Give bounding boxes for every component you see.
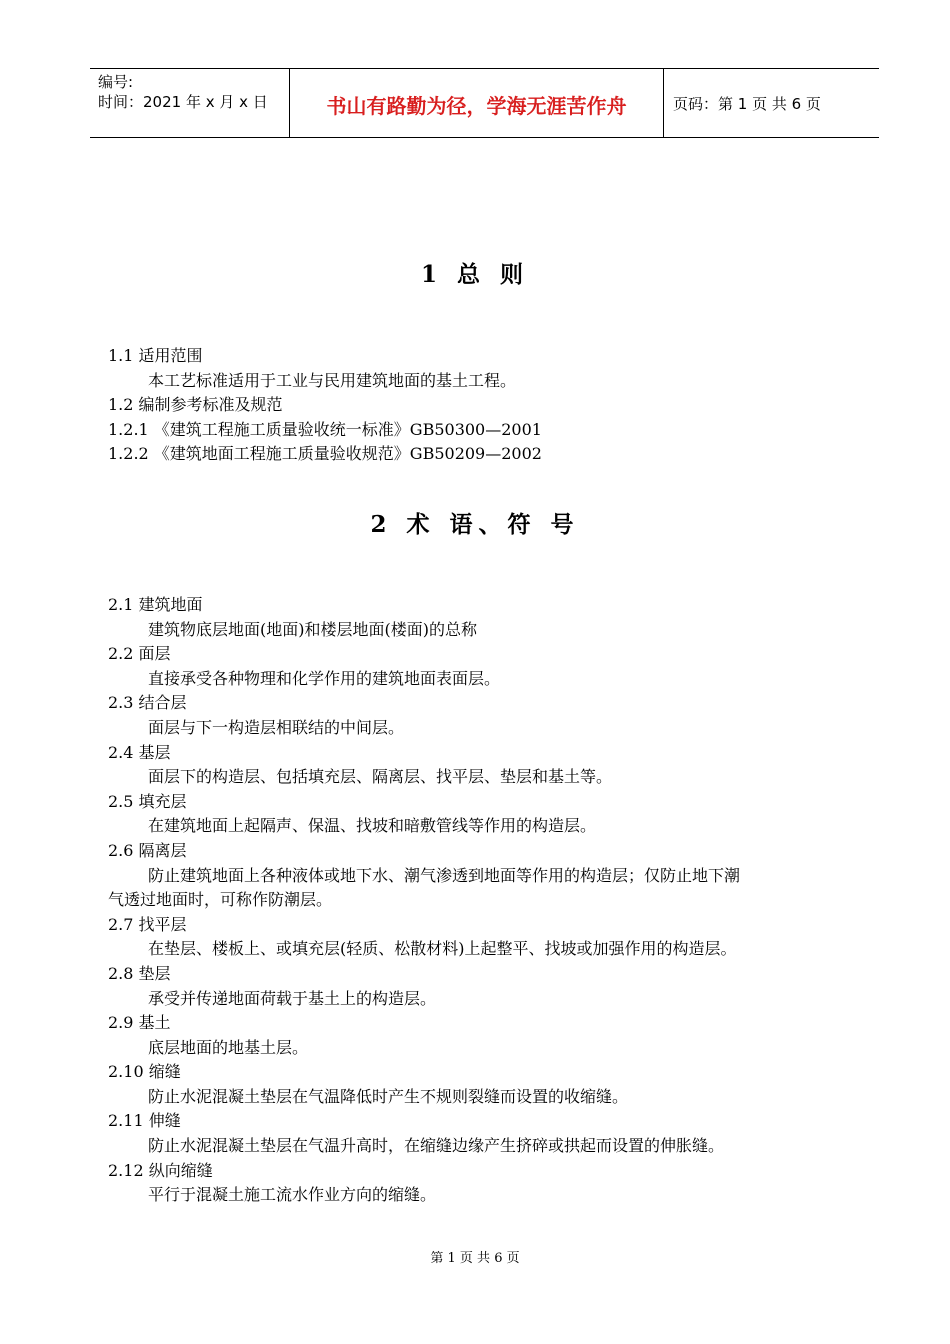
body-paragraph: 直接承受各种物理和化学作用的建筑地面表面层。 (148, 668, 501, 688)
section-2-body (108, 593, 868, 1208)
body-paragraph: 平行于混凝土施工流水作业方向的缩缝。 (148, 1185, 437, 1205)
clause-heading: 气透过地面时，可称作防潮层。 (108, 890, 333, 910)
body-paragraph: 底层地面的地基土层。 (148, 1037, 309, 1057)
document-time-label: 时间：2021 年 x 月 x 日 (98, 93, 268, 111)
clause-heading: 2.7 找平层 (108, 914, 187, 934)
header-motto-cell (290, 69, 664, 137)
clause-heading: 2.4 基层 (108, 742, 171, 762)
body-paragraph: 在建筑地面上起隔声、保温、找坡和暗敷管线等作用的构造层。 (148, 816, 597, 836)
clause-heading: 1.2 编制参考标准及规范 (108, 395, 283, 415)
page-header (90, 68, 879, 138)
header-info-cell (90, 69, 290, 137)
section-1-title: 1 总 则 (420, 261, 530, 288)
body-paragraph: 面层与下一构造层相联结的中间层。 (148, 717, 405, 737)
clause-heading: 2.5 填充层 (108, 791, 187, 811)
body-paragraph: 防止建筑地面上各种液体或地下水、潮气渗透到地面等作用的构造层；仅防止地下潮 (148, 865, 741, 885)
body-paragraph: 在垫层、楼板上、或填充层(轻质、松散材料)上起整平、找坡或加强作用的构造层。 (148, 939, 737, 959)
clause-heading: 2.2 面层 (108, 644, 171, 664)
clause-heading: 2.6 隔离层 (108, 840, 187, 860)
clause-heading: 2.1 建筑地面 (108, 595, 203, 614)
body-paragraph: 面层下的构造层、包括填充层、隔离层、找平层、垫层和基土等。 (148, 767, 613, 787)
body-paragraph: 承受并传递地面荷载于基土上的构造层。 (148, 988, 437, 1008)
clause-heading: 1.2.1 《建筑工程施工质量验收统一标准》GB50300—2001 (108, 419, 542, 439)
clause-heading: 1.1 适用范围 (108, 346, 203, 365)
body-paragraph: 本工艺标准适用于工业与民用建筑地面的基土工程。 (148, 370, 517, 390)
clause-heading: 2.11 伸缝 (108, 1111, 181, 1131)
header-page-label: 页码：第 1 页 共 6 页 (673, 94, 821, 113)
clause-heading: 2.8 垫层 (108, 963, 171, 983)
clause-heading: 2.3 结合层 (108, 693, 187, 713)
clause-heading: 2.10 缩缝 (108, 1062, 181, 1082)
body-paragraph: 防止水泥混凝土垫层在气温升高时，在缩缝边缘产生挤碎或拱起而设置的伸胀缝。 (148, 1136, 725, 1156)
page-footer: 第 1 页 共 6 页 (430, 1251, 520, 1266)
section-1-body (108, 344, 868, 467)
clause-heading: 1.2.2 《建筑地面工程施工质量验收规范》GB50209—2002 (108, 444, 542, 464)
clause-heading: 2.12 纵向缩缝 (108, 1160, 213, 1180)
header-motto: 书山有路勤为径，学海无涯苦作舟 (326, 93, 627, 118)
clause-heading: 2.9 基土 (108, 1013, 171, 1033)
document-number-label: 编号: (98, 73, 134, 91)
body-paragraph: 建筑物底层地面(地面)和楼层地面(楼面)的总称 (148, 619, 477, 639)
body-paragraph: 防止水泥混凝土垫层在气温降低时产生不规则裂缝而设置的收缩缝。 (148, 1086, 629, 1106)
section-2-title: 2 术 语、符 号 (370, 511, 580, 538)
header-page-cell (664, 69, 879, 137)
